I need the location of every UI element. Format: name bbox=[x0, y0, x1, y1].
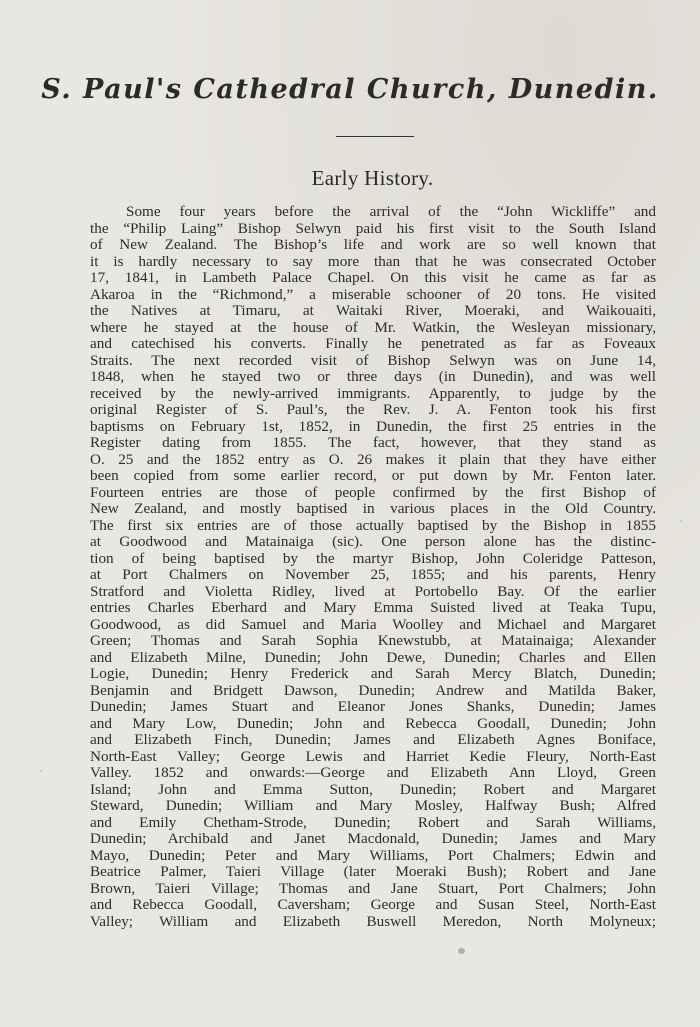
text-line: Green; Thomas and Sarah Sophia Knewstubb, at Matainaiga; Alexander bbox=[90, 633, 656, 649]
text-line: at Port Chalmers on November 25, 1855; and his parents, Henry bbox=[90, 567, 656, 583]
text-line: 1848, when he stayed two or three days (in Dunedin), and was well bbox=[90, 369, 656, 385]
title-divider bbox=[336, 136, 414, 137]
text-line: and Elizabeth Milne, Dunedin; John Dewe, Dunedin; Charles and Ellen bbox=[90, 649, 656, 666]
text-line: tion of being baptised by the martyr Bishop, John Coleridge Patteson, bbox=[90, 550, 656, 567]
text-line: at Goodwood and Matainaiga (sic). One person alone has the distinc- bbox=[90, 534, 656, 550]
text-line: Mayo, Dunedin; Peter and Mary Williams, Port Chalmers; Edwin and bbox=[90, 847, 656, 864]
text-line: Steward, Dunedin; William and Mary Mosley, Halfway Bush; Alfred bbox=[90, 798, 656, 814]
text-line: Logie, Dunedin; Henry Frederick and Sarah Mercy Blatch, Dunedin; bbox=[90, 666, 656, 682]
page-title: S. Paul's Cathedral Church, Dunedin. bbox=[41, 74, 659, 105]
text-line: The first six entries are of those actually baptised by the Bishop in 1855 bbox=[90, 517, 656, 534]
text-line: and Mary Low, Dunedin; John and Rebecca Goodall, Dunedin; John bbox=[90, 715, 656, 732]
text-line: of New Zealand. The Bishop’s life and work are so well known that bbox=[90, 237, 656, 253]
text-line: and Emily Chetham-Strode, Dunedin; Robert and Sarah Williams, bbox=[90, 814, 656, 831]
text-line: Beatrice Palmer, Taieri Village (later Moeraki Bush); Robert and Jane bbox=[90, 864, 656, 880]
text-line: Dunedin; Archibald and Janet Macdonald, Dunedin; James and Mary bbox=[90, 831, 656, 847]
text-line: been copied from some earlier record, or put down by Mr. Fenton later. bbox=[90, 468, 656, 484]
page-ornament bbox=[458, 948, 465, 954]
text-line: Benjamin and Bridgett Dawson, Dunedin; Andrew and Matilda Baker, bbox=[90, 682, 656, 699]
text-line: Island; John and Emma Sutton, Dunedin; Robert and Margaret bbox=[90, 781, 656, 798]
text-line: O. 25 and the 1852 entry as O. 26 makes it plain that they have either bbox=[90, 451, 656, 468]
text-line: 17, 1841, in Lambeth Palace Chapel. On this visit he came as far as bbox=[90, 270, 656, 286]
body-paragraph bbox=[90, 204, 656, 930]
text-line: it is hardly necessary to say more than that he was consecrated October bbox=[90, 253, 656, 270]
section-heading: Early History. bbox=[311, 166, 434, 190]
text-line: Dunedin; James Stuart and Eleanor Jones Shanks, Dunedin; James bbox=[90, 699, 656, 715]
text-line: Fourteen entries are those of people confirmed by the first Bishop of bbox=[90, 484, 656, 501]
text-line: where he stayed at the house of Mr. Watkin, the Wesleyan missionary, bbox=[90, 319, 656, 336]
paper-speck bbox=[680, 520, 682, 522]
text-line: Some four years before the arrival of the “John Wickliffe” and bbox=[126, 204, 656, 220]
text-line: baptisms on February 1st, 1852, in Dunedin, the first 25 entries in the bbox=[90, 418, 656, 435]
text-line: and Rebecca Goodall, Caversham; George and Susan Steel, North-East bbox=[90, 897, 656, 913]
text-line: Stratford and Violetta Ridley, lived at Portobello Bay. Of the earlier bbox=[90, 583, 656, 600]
text-line: Goodwood, as did Samuel and Maria Woolley and Michael and Margaret bbox=[90, 616, 656, 633]
text-line: Valley; William and Elizabeth Buswell Meredon, North Molyneux; bbox=[90, 913, 656, 930]
text-line: Register dating from 1855. The fact, however, that they stand as bbox=[90, 435, 656, 451]
text-line: the “Philip Laing” Bishop Selwyn paid his first visit to the South Island bbox=[90, 220, 656, 237]
text-line: and Elizabeth Finch, Dunedin; James and Elizabeth Agnes Boniface, bbox=[90, 732, 656, 748]
paper-speck bbox=[40, 770, 42, 772]
text-line: Straits. The next recorded visit of Bishop Selwyn was on June 14, bbox=[90, 352, 656, 369]
text-line: received by the newly-arrived immigrants. Apparently, to judge by the bbox=[90, 385, 656, 402]
text-line: and catechised his converts. Finally he penetrated as far as Foveaux bbox=[90, 336, 656, 352]
text-line: Akaroa in the “Richmond,” a miserable schooner of 20 tons. He visited bbox=[90, 286, 656, 303]
text-line: Brown, Taieri Village; Thomas and Jane Stuart, Port Chalmers; John bbox=[90, 880, 656, 897]
text-line: entries Charles Eberhard and Mary Emma Suisted lived at Teaka Tupu, bbox=[90, 600, 656, 616]
text-line: the Natives at Timaru, at Waitaki River, Moeraki, and Waikouaiti, bbox=[90, 303, 656, 319]
text-line: New Zealand, and mostly baptised in various places in the Old Country. bbox=[90, 501, 656, 517]
text-line: Valley. 1852 and onwards:—George and Elizabeth Ann Lloyd, Green bbox=[90, 765, 656, 781]
text-line: North-East Valley; George Lewis and Harriet Kedie Fleury, North-East bbox=[90, 748, 656, 765]
text-line: original Register of S. Paul’s, the Rev. J. A. Fenton took his first bbox=[90, 402, 656, 418]
